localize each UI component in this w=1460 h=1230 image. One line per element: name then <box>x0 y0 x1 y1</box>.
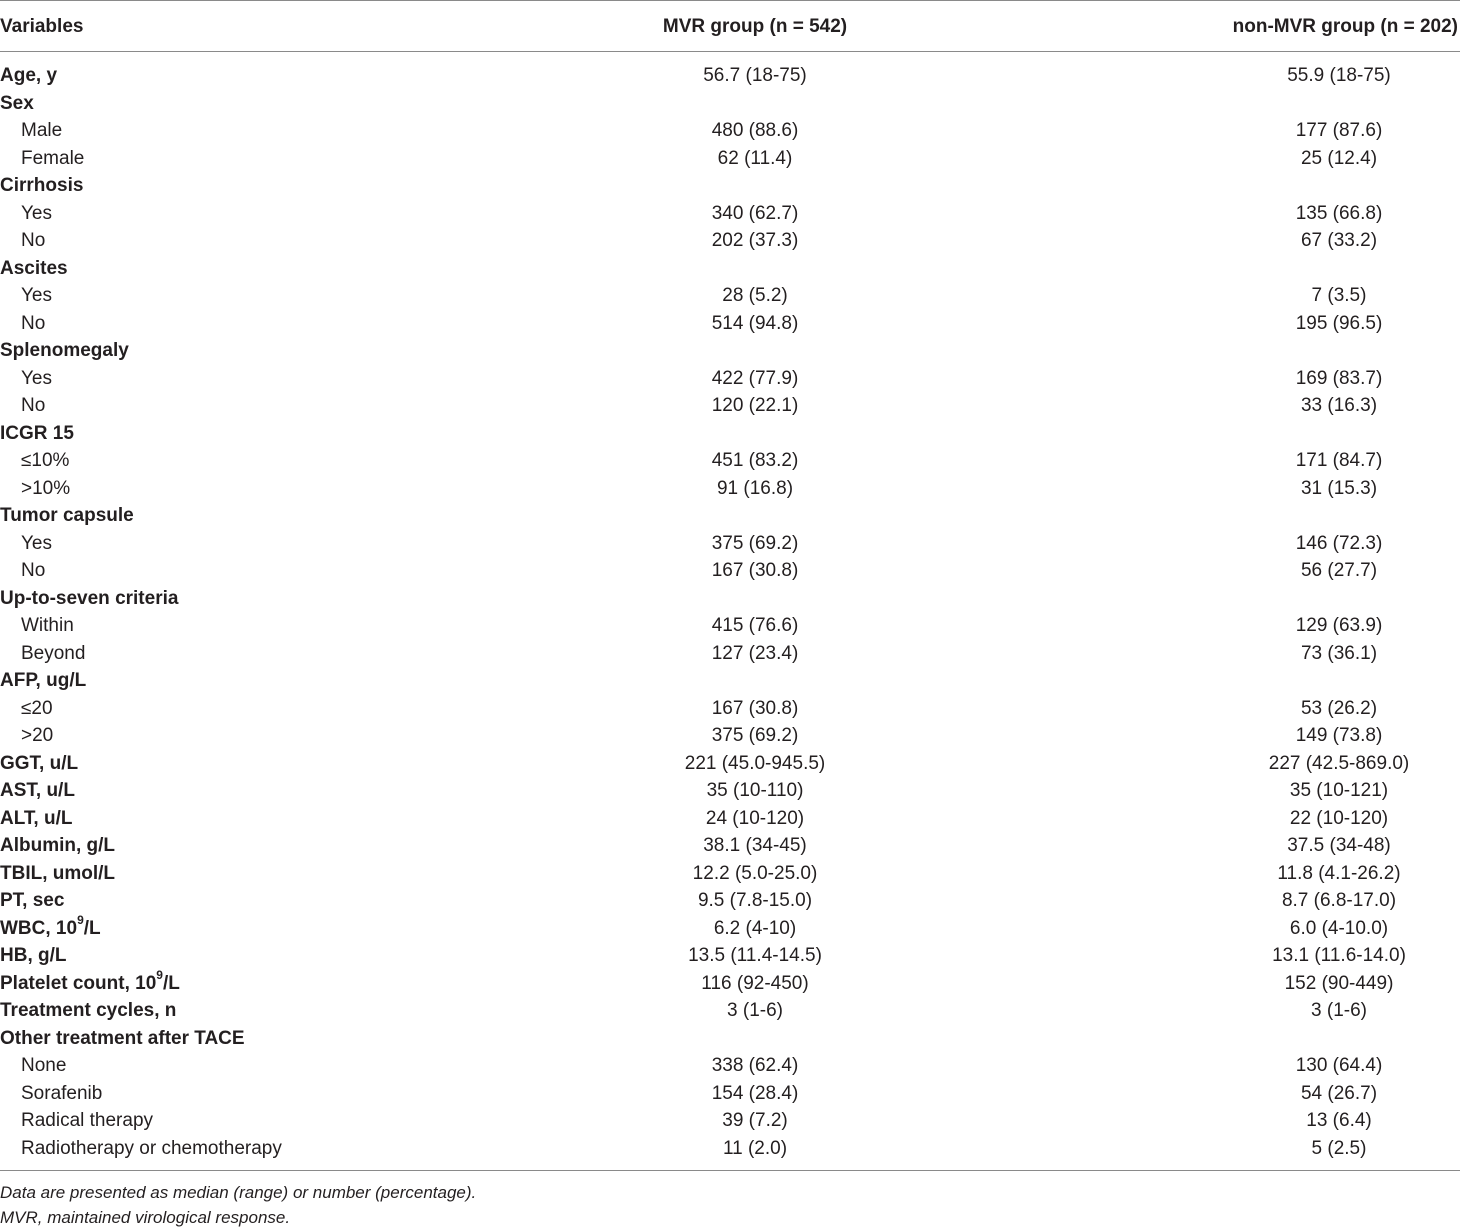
label-text: >20 <box>21 725 54 746</box>
cell-non-mvr-value: 55.9 (18-75) <box>1287 65 1391 86</box>
label-text: Ascites <box>0 257 68 279</box>
table-row <box>0 502 1460 530</box>
table-footnotes <box>0 1180 1460 1230</box>
table-row <box>0 667 1460 695</box>
label-text: Platelet count, 10 <box>0 972 157 994</box>
table-top-rule <box>0 0 1460 1</box>
table-row <box>0 172 1460 200</box>
row-variable-label <box>0 667 86 695</box>
cell-mvr-value: 375 (69.2) <box>711 725 799 746</box>
cell-non-mvr-value: 6.0 (4-10.0) <box>1289 917 1389 939</box>
label-text: No <box>21 395 46 416</box>
label-text: Cirrhosis <box>0 175 84 196</box>
row-sublabel <box>21 200 52 228</box>
cell-mvr-value: 62 (11.4) <box>717 147 793 169</box>
cell-mvr-value: 221 (45.0-945.5) <box>684 752 826 774</box>
row-sublabel <box>21 722 53 750</box>
cell-non-mvr-value: 195 (96.5) <box>1295 312 1383 334</box>
cell-non-mvr-value: 56 (27.7) <box>1300 560 1378 581</box>
table-row <box>0 475 1460 503</box>
table-row <box>0 942 1460 970</box>
cell-non-mvr-value: 7 (3.5) <box>1311 285 1367 306</box>
label-text: No <box>21 312 46 334</box>
table-row <box>0 1025 1460 1053</box>
label-text: Yes <box>21 532 52 554</box>
cell-mvr-value: 167 (30.8) <box>711 697 799 719</box>
footnote-mvr-abbreviation: MVR, maintained virological response. <box>0 1208 291 1227</box>
row-variable-label <box>0 420 74 448</box>
label-suffix: /L <box>162 972 180 994</box>
table-row <box>0 227 1460 255</box>
label-text: AFP, ug/L <box>0 670 87 691</box>
label-text: AST, u/L <box>0 780 75 801</box>
cell-mvr-value: 338 (62.4) <box>711 1055 799 1076</box>
row-sublabel <box>21 282 52 310</box>
table-row <box>0 392 1460 420</box>
row-variable-label <box>0 255 68 283</box>
cell-non-mvr-value: 13 (6.4) <box>1306 1110 1372 1131</box>
table-row <box>0 1080 1460 1108</box>
cell-non-mvr-value: 25 (12.4) <box>1300 147 1378 169</box>
table-header-row <box>0 13 1460 41</box>
cell-mvr-value: 28 (5.2) <box>722 285 788 306</box>
row-variable-label <box>0 1025 245 1053</box>
cell-non-mvr-value: 35 (10-121) <box>1289 780 1389 801</box>
row-sublabel <box>21 145 84 173</box>
cell-non-mvr-value: 135 (66.8) <box>1295 202 1383 224</box>
table-row <box>0 365 1460 393</box>
cell-non-mvr-value: 171 (84.7) <box>1295 450 1383 471</box>
table-row <box>0 145 1460 173</box>
cell-mvr-value: 422 (77.9) <box>711 367 799 389</box>
table-row <box>0 310 1460 338</box>
cell-mvr-value: 3 (1-6) <box>727 1000 783 1021</box>
header-variables: Variables <box>0 16 84 37</box>
row-sublabel <box>21 530 52 558</box>
cell-mvr-value: 480 (88.6) <box>711 120 799 141</box>
label-text: WBC, 10 <box>0 917 78 939</box>
cell-mvr-value: 116 (92-450) <box>701 972 809 994</box>
row-sublabel <box>21 392 45 420</box>
label-text: No <box>21 230 46 251</box>
cell-non-mvr-value: 13.1 (11.6-14.0) <box>1272 945 1406 966</box>
table-row <box>0 915 1460 943</box>
label-text: Radical therapy <box>21 1110 154 1131</box>
cell-non-mvr-value: 130 (64.4) <box>1295 1055 1383 1076</box>
row-sublabel <box>21 117 62 145</box>
label-text: PT, sec <box>0 890 65 911</box>
row-sublabel <box>21 557 45 585</box>
cell-mvr-value: 38.1 (34-45) <box>703 835 807 856</box>
row-variable-label <box>0 585 178 613</box>
label-text: Yes <box>21 202 52 224</box>
table-row <box>0 557 1460 585</box>
table-row <box>0 62 1460 90</box>
cell-mvr-value: 13.5 (11.4-14.5) <box>688 945 822 966</box>
cell-non-mvr-value: 129 (63.9) <box>1295 615 1383 636</box>
label-text: Male <box>21 120 63 141</box>
table-row <box>0 695 1460 723</box>
label-superscript: 9 <box>77 913 84 928</box>
row-sublabel <box>21 695 53 723</box>
label-text: None <box>21 1055 67 1076</box>
row-variable-label <box>0 337 129 365</box>
label-text: TBIL, umol/L <box>0 862 116 884</box>
cell-mvr-value: 120 (22.1) <box>711 395 799 416</box>
cell-non-mvr-value: 5 (2.5) <box>1311 1137 1367 1159</box>
cell-non-mvr-value: 37.5 (34-48) <box>1287 835 1391 856</box>
cell-mvr-value: 202 (37.3) <box>711 230 799 251</box>
row-variable-label <box>0 997 176 1025</box>
row-sublabel <box>21 640 85 668</box>
table-body <box>0 62 1460 1162</box>
label-text: Yes <box>21 367 52 389</box>
label-text: ICGR 15 <box>0 422 74 444</box>
cell-mvr-value: 340 (62.7) <box>711 202 799 224</box>
table-row <box>0 90 1460 118</box>
table-row <box>0 447 1460 475</box>
row-variable-label <box>0 90 34 118</box>
row-sublabel <box>21 1052 66 1080</box>
cell-mvr-value: 91 (16.8) <box>716 477 794 499</box>
cell-non-mvr-value: 3 (1-6) <box>1311 1000 1367 1021</box>
cell-non-mvr-value: 67 (33.2) <box>1300 230 1378 251</box>
table-row <box>0 722 1460 750</box>
table-row <box>0 1107 1460 1135</box>
row-variable-label <box>0 915 101 943</box>
label-text: Treatment cycles, n <box>0 1000 177 1021</box>
cell-mvr-value: 9.5 (7.8-15.0) <box>697 890 813 911</box>
table-row <box>0 530 1460 558</box>
cell-non-mvr-value: 73 (36.1) <box>1300 642 1378 664</box>
label-text: Sorafenib <box>21 1082 103 1104</box>
table-row <box>0 337 1460 365</box>
label-text: ≤20 <box>21 697 53 719</box>
row-variable-label <box>0 970 180 998</box>
cell-mvr-value: 12.2 (5.0-25.0) <box>692 862 818 884</box>
label-text: >10% <box>21 477 71 499</box>
label-text: Splenomegaly <box>0 340 129 361</box>
cell-non-mvr-value: 227 (42.5-869.0) <box>1268 752 1410 774</box>
table-row <box>0 612 1460 640</box>
label-text: Tumor capsule <box>0 505 134 526</box>
cell-mvr-value: 375 (69.2) <box>711 532 799 554</box>
table-row <box>0 585 1460 613</box>
cell-mvr-value: 451 (83.2) <box>711 450 799 471</box>
label-text: ALT, u/L <box>0 807 73 829</box>
table-row <box>0 255 1460 283</box>
cell-mvr-value: 167 (30.8) <box>711 560 799 581</box>
cell-mvr-value: 11 (2.0) <box>722 1137 788 1159</box>
cell-mvr-value: 154 (28.4) <box>711 1082 799 1104</box>
row-variable-label <box>0 805 72 833</box>
cell-mvr-value: 415 (76.6) <box>711 615 799 636</box>
table-row <box>0 420 1460 448</box>
label-text: Sex <box>0 92 34 114</box>
table-row <box>0 282 1460 310</box>
header-non-mvr-group: non-MVR group (n = 202) <box>1232 16 1458 37</box>
table-row <box>0 777 1460 805</box>
table-bottom-rule <box>0 1170 1460 1171</box>
cell-non-mvr-value: 169 (83.7) <box>1295 367 1383 389</box>
table-row <box>0 887 1460 915</box>
table-header-rule <box>0 51 1460 52</box>
label-text: Albumin, g/L <box>0 835 116 856</box>
label-superscript: 9 <box>156 968 163 983</box>
row-sublabel <box>21 1107 153 1135</box>
row-sublabel <box>21 365 52 393</box>
row-variable-label <box>0 860 115 888</box>
row-sublabel <box>21 227 45 255</box>
cell-non-mvr-value: 146 (72.3) <box>1295 532 1383 554</box>
cell-non-mvr-value: 8.7 (6.8-17.0) <box>1281 890 1397 911</box>
label-text: ≤10% <box>21 450 70 471</box>
row-variable-label <box>0 887 64 915</box>
table-row <box>0 860 1460 888</box>
label-text: Age, y <box>0 65 58 86</box>
label-text: Yes <box>21 285 52 306</box>
cell-non-mvr-value: 22 (10-120) <box>1289 807 1389 829</box>
table-row <box>0 970 1460 998</box>
table-row <box>0 1052 1460 1080</box>
table-row <box>0 805 1460 833</box>
row-variable-label <box>0 942 67 970</box>
label-text: No <box>21 560 46 581</box>
cell-non-mvr-value: 54 (26.7) <box>1300 1082 1378 1104</box>
row-variable-label <box>0 832 115 860</box>
cell-non-mvr-value: 177 (87.6) <box>1295 120 1383 141</box>
label-text: HB, g/L <box>0 945 67 966</box>
footnote-data-presentation: Data are presented as median (range) or number (percentage). <box>0 1183 477 1202</box>
table-row <box>0 832 1460 860</box>
label-text: GGT, u/L <box>0 752 79 774</box>
table-row <box>0 1135 1460 1163</box>
cell-non-mvr-value: 149 (73.8) <box>1295 725 1383 746</box>
row-variable-label <box>0 172 83 200</box>
label-text: Other treatment after TACE <box>0 1027 245 1049</box>
label-text: Up-to-seven criteria <box>0 587 179 609</box>
table-row <box>0 117 1460 145</box>
table-row <box>0 750 1460 778</box>
cell-mvr-value: 39 (7.2) <box>722 1110 788 1131</box>
header-mvr-group: MVR group (n = 542) <box>662 16 848 37</box>
cell-mvr-value: 514 (94.8) <box>711 312 799 334</box>
row-sublabel <box>21 475 70 503</box>
label-text: Radiotherapy or chemotherapy <box>21 1137 282 1159</box>
row-sublabel <box>21 1135 282 1163</box>
table-row <box>0 200 1460 228</box>
row-variable-label <box>0 777 75 805</box>
cell-mvr-value: 24 (10-120) <box>705 807 805 829</box>
row-variable-label <box>0 502 134 530</box>
row-sublabel <box>21 1080 102 1108</box>
cell-non-mvr-value: 31 (15.3) <box>1300 477 1378 499</box>
cell-mvr-value: 56.7 (18-75) <box>703 65 807 86</box>
row-sublabel <box>21 447 69 475</box>
table-row <box>0 640 1460 668</box>
label-text: Beyond <box>21 642 86 664</box>
cell-non-mvr-value: 33 (16.3) <box>1300 395 1378 416</box>
label-text: Within <box>21 615 74 636</box>
cell-mvr-value: 6.2 (4-10) <box>713 917 797 939</box>
cell-non-mvr-value: 152 (90-449) <box>1284 972 1394 994</box>
row-sublabel <box>21 310 45 338</box>
cell-mvr-value: 35 (10-110) <box>706 780 804 801</box>
label-suffix: /L <box>83 917 101 939</box>
cell-non-mvr-value: 53 (26.2) <box>1300 697 1378 719</box>
cell-mvr-value: 127 (23.4) <box>711 642 799 664</box>
row-sublabel <box>21 612 74 640</box>
table-row <box>0 997 1460 1025</box>
row-variable-label <box>0 62 57 90</box>
cell-non-mvr-value: 11.8 (4.1-26.2) <box>1277 862 1401 884</box>
row-variable-label <box>0 750 78 778</box>
label-text: Female <box>21 147 85 169</box>
